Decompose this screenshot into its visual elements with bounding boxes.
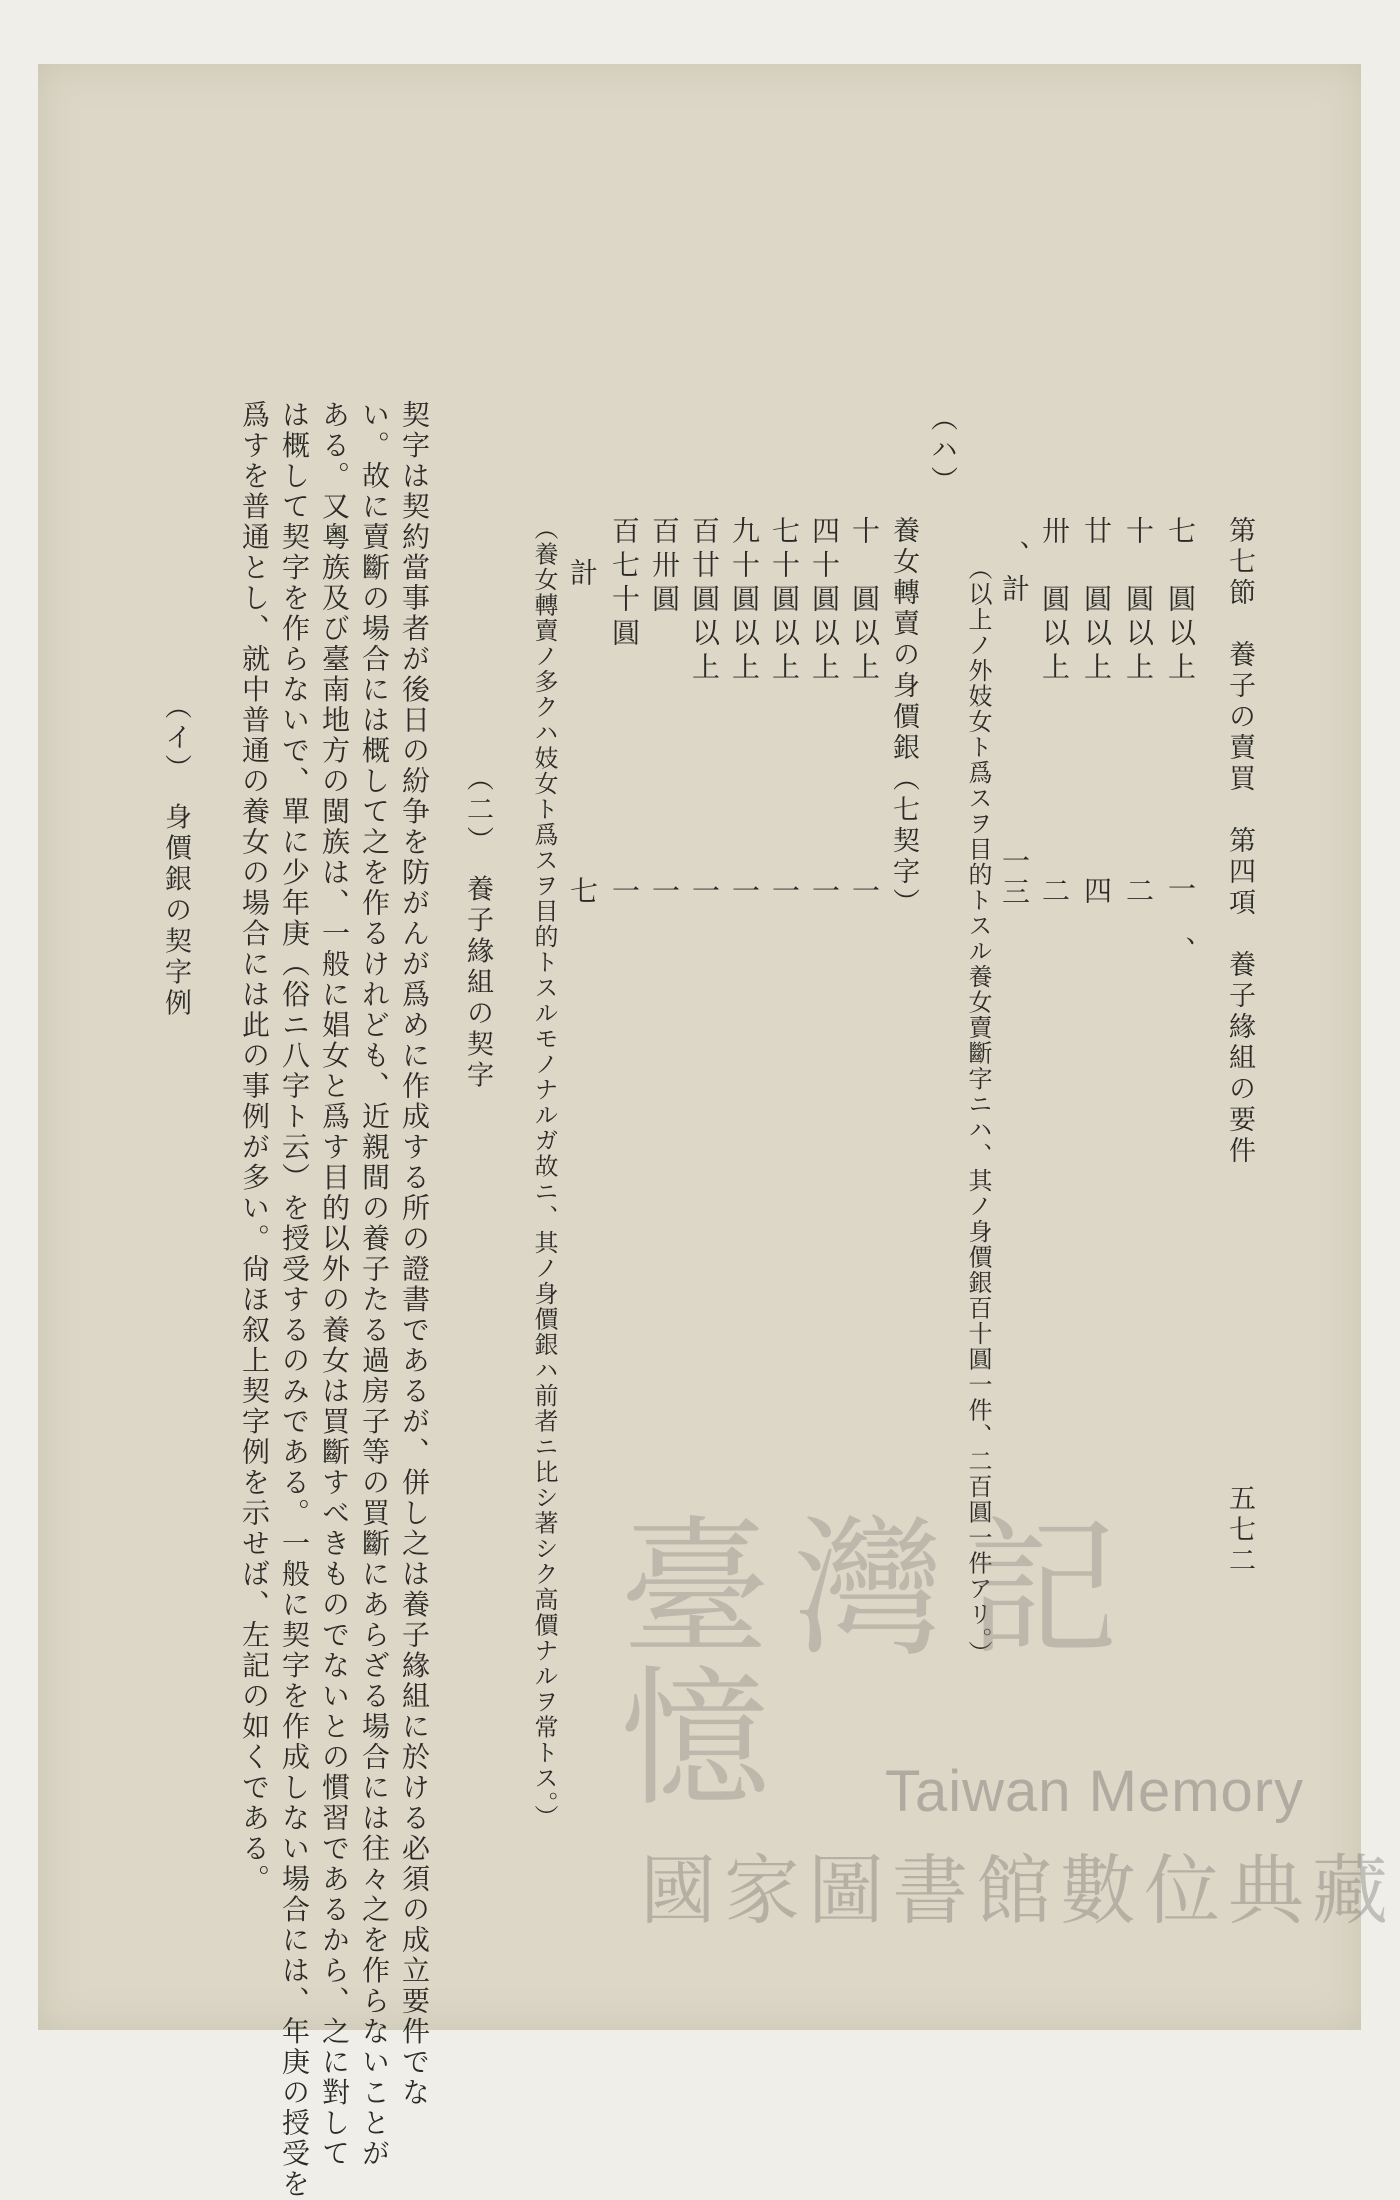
section-ha-row-label: 七十圓以上 bbox=[768, 516, 801, 686]
table1-row-label: 十 圓以上 bbox=[1122, 516, 1155, 686]
section-ha-marker: （ハ） bbox=[926, 404, 957, 497]
page-number: 五七二 bbox=[1224, 1484, 1255, 1577]
table1-row-label: 七 圓以上 bbox=[1164, 516, 1197, 686]
section-ha-row-label: 九十圓以上 bbox=[728, 516, 761, 686]
section-ha-row-count: 一 bbox=[648, 876, 681, 907]
section-ha-total-value: 七 bbox=[566, 876, 599, 907]
watermark-english: Taiwan Memory bbox=[885, 1759, 1305, 1824]
section-ha-row-count: 一 bbox=[728, 876, 761, 907]
section-ha-row-label: 百七十圓 bbox=[608, 516, 641, 652]
table1-row-count: 四 bbox=[1080, 876, 1113, 907]
section-ha-note: （養女轉賣ノ多クハ妓女ト爲スヲ目的トスルモノナルガ故ニ、其ノ身價銀ハ前者ニ比シ著シク高價ナルヲ常トス。） bbox=[530, 516, 558, 1830]
table1-total-value: 一三 bbox=[998, 846, 1031, 908]
paragraph-line: は概して契字を作らないで、單に少年庚（俗ニ八字ト云）を授受するのみである。一般に契字を作成しない場合には、年庚の授受を bbox=[278, 400, 311, 2200]
table1-row-count: 二 bbox=[1122, 876, 1155, 907]
section-ha-row-label: 百卅圓 bbox=[648, 516, 681, 618]
table1-row-label: 卅 圓以上 bbox=[1038, 516, 1071, 686]
section-ha-row-count: 一 bbox=[768, 876, 801, 907]
watermark-chinese: 國家圖書館數位典藏 bbox=[640, 1846, 1396, 1935]
section-i-subheading: （イ） 身價銀の契字例 bbox=[160, 692, 191, 1020]
section-ha-title: 養女轉賣の身價銀（七契字） bbox=[888, 516, 919, 919]
table1-row-count: 一 、 bbox=[1164, 874, 1197, 967]
section-ha-row-label: 百廿圓以上 bbox=[688, 516, 721, 686]
section-ha-row-count: 一 bbox=[688, 876, 721, 907]
table1-note: （以上ノ外妓女ト爲スヲ目的トスル養女賣斷字ニハ、其ノ身價銀百十圓一件、二百圓一件アリ。） bbox=[964, 556, 992, 1666]
running-title: 第七節 養子の賣買 第四項 養子緣組の要件 bbox=[1224, 516, 1255, 1167]
section-ha-row-label: 十 圓以上 bbox=[848, 516, 881, 686]
paragraph-line: ある。又粵族及び臺南地方の閩族は、一般に娼女と爲す目的以外の養女は買斷すべきものでないとの慣習であるから、之に對して bbox=[318, 400, 351, 2169]
section-ha-row-count: 一 bbox=[848, 876, 881, 907]
table1-row-label: 廿 圓以上 bbox=[1080, 516, 1113, 686]
paragraph-line: 契字は契約當事者が後日の紛争を防がんが爲めに作成する所の證書であるが、併し之は養子緣組に於ける必須の成立要件でな bbox=[398, 400, 431, 2108]
table1-total-label: 、計 bbox=[998, 540, 1031, 608]
watermark-logo-char: 臺灣記憶 bbox=[620, 1503, 1143, 1827]
table1-row-count: 二 bbox=[1038, 876, 1071, 907]
section-ha-row-label: 四十圓以上 bbox=[808, 516, 841, 686]
section-ha-total-label: 計 bbox=[566, 558, 599, 592]
paragraph-line: 爲すを普通とし、就中普通の養女の場合には此の事例が多い。尙ほ叙上契字例を示せば、左記の如くである。 bbox=[238, 400, 271, 1895]
section-ha-row-count: 一 bbox=[808, 876, 841, 907]
section-ha-row-count: 一 bbox=[608, 876, 641, 907]
section-ni-heading: （二） 養子緣組の契字 bbox=[462, 764, 493, 1092]
paragraph-line: い。故に賣斷の場合には概して之を作るけれども、近親間の養子たる過房子等の買斷にあらざる場合には往々之を作らないことが bbox=[358, 400, 391, 2169]
